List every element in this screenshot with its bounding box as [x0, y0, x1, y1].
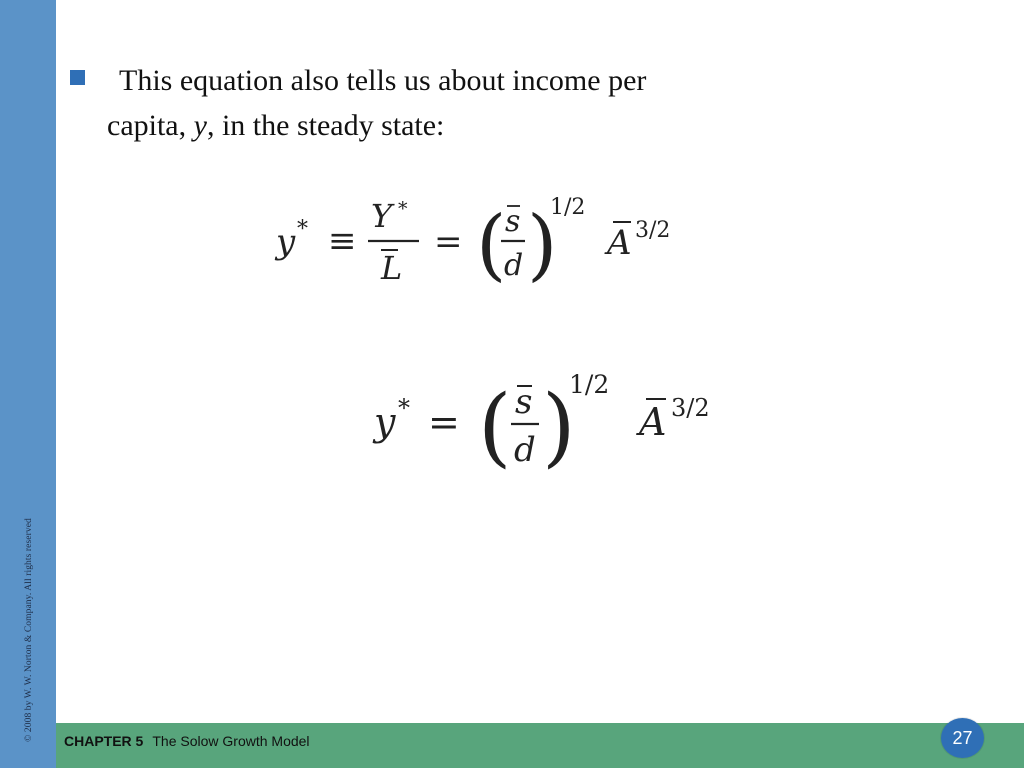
eq2-denominator-d: d — [514, 430, 536, 470]
bullet-icon — [70, 70, 85, 85]
eq2-A: A — [639, 400, 667, 444]
eq2-A-exponent: 3/2 — [671, 394, 710, 422]
eq1-y: y — [276, 222, 296, 262]
equation-income-per-capita-simplified — [366, 365, 736, 475]
eq1-exponent: 1/2 — [550, 195, 586, 220]
bullet-line-2-suffix: , in the steady state: — [206, 109, 445, 142]
equation-1-svg — [270, 192, 690, 290]
eq1-numerator-s: s — [505, 204, 521, 239]
eq1-numerator-star: * — [398, 198, 408, 220]
bullet-line-2 — [107, 103, 867, 148]
bullet-line-2-prefix: capita, — [107, 109, 194, 142]
eq1-A: A — [607, 223, 632, 263]
eq2-y: y — [374, 400, 396, 444]
eq1-equiv: ≡ — [328, 221, 357, 261]
eq2-right-paren: ) — [542, 377, 576, 477]
footer-chapter-title: The Solow Growth Model — [152, 733, 310, 749]
equation-2-svg — [366, 365, 736, 475]
eq2-equals: = — [428, 400, 460, 444]
footer-chapter-label: CHAPTER 5 — [64, 733, 144, 749]
eq1-denominator-L: L — [381, 249, 403, 287]
eq2-left-paren: ( — [478, 377, 512, 477]
eq2-numerator-s: s — [515, 382, 533, 422]
eq1-numerator-Y: Y — [371, 197, 393, 235]
page-number-badge: 27 — [941, 718, 984, 758]
equation-income-per-capita-definition — [270, 192, 690, 290]
bullet-line-1: This equation also tells us about income per — [119, 64, 647, 97]
eq2-exponent: 1/2 — [569, 370, 610, 399]
eq2-star: * — [398, 394, 410, 422]
bullet-text — [107, 58, 867, 148]
eq1-equals: = — [434, 222, 463, 262]
copyright-text: © 2008 by W. W. Norton & Company. All rights reserved — [24, 518, 34, 742]
bullet-line-2-variable: y — [193, 109, 207, 142]
eq1-right-paren: ) — [527, 200, 558, 290]
eq1-A-exponent: 3/2 — [635, 218, 671, 243]
eq1-denominator-d: d — [504, 248, 524, 283]
eq1-star: * — [297, 217, 308, 242]
footer-text — [64, 733, 310, 749]
eq1-left-paren: ( — [476, 200, 507, 290]
